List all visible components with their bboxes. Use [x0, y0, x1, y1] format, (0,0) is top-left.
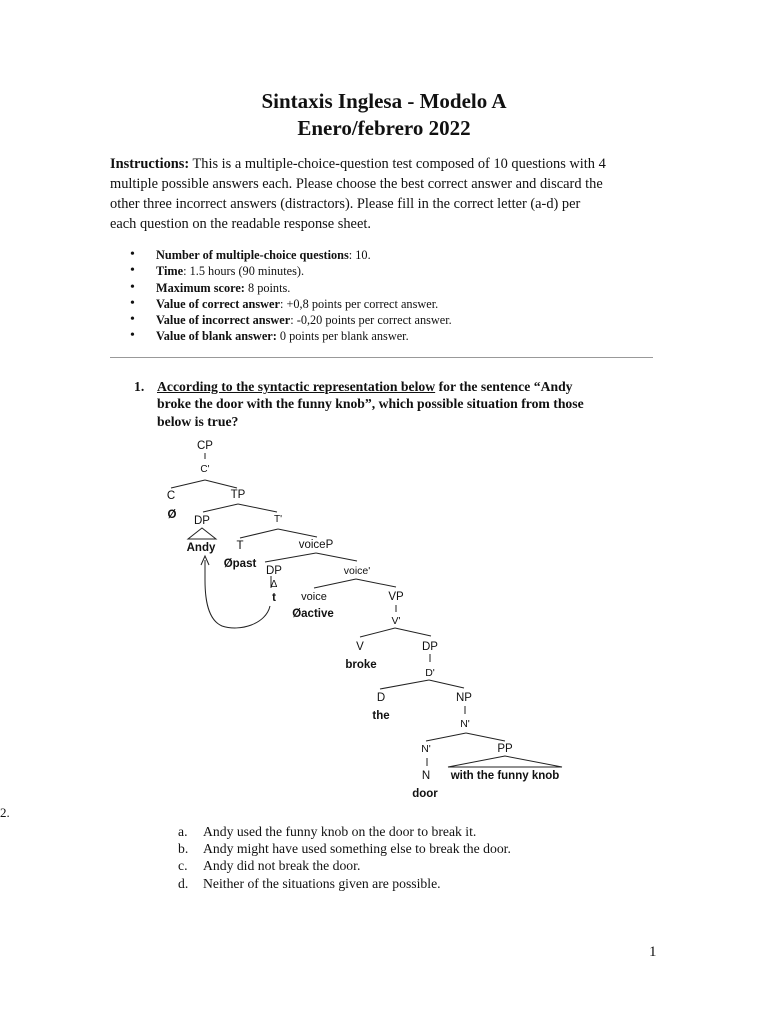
- node-v-bar: V': [391, 615, 401, 627]
- word-andy: Andy: [186, 542, 216, 554]
- instructions-text-1: This is a multiple-choice-question test composed of 10 questions with 4: [192, 156, 606, 172]
- node-t: T: [236, 540, 244, 552]
- node-voice: voice: [301, 591, 327, 603]
- page-number: 1: [649, 944, 657, 960]
- option-b: b. Andy might have used something else to break the door.: [178, 841, 511, 857]
- node-c-bar: C': [200, 464, 210, 475]
- node-active: Øactive: [292, 608, 334, 620]
- node-n-bar: N': [460, 718, 470, 730]
- list-item: • Value of correct answer: +0,8 points per correct answer.: [130, 296, 452, 312]
- question-1: 1. According to the syntactic representation below for the sentence “Andy broke the door with the funny knob”, which possible situation from those below is true?: [134, 379, 584, 429]
- node-np: NP: [456, 692, 472, 704]
- word-trace: t: [272, 592, 276, 604]
- node-n: N: [421, 770, 431, 782]
- list-item: • Value of blank answer: 0 points per blank answer.: [130, 328, 452, 344]
- node-t-bar: T': [273, 514, 283, 525]
- node-tp: TP: [230, 489, 246, 501]
- option-d: d. Neither of the situations given are possible.: [178, 875, 441, 891]
- node-dp-subject: DP: [194, 515, 210, 527]
- node-dp-object: DP: [422, 641, 438, 653]
- list-item: • Maximum score: 8 points.: [130, 280, 452, 296]
- option-c: c. Andy did not break the door.: [178, 858, 361, 874]
- answer-options: [178, 823, 511, 892]
- node-d: D: [376, 692, 386, 704]
- word-broke: broke: [345, 659, 377, 671]
- margin-mark: 2.: [0, 805, 10, 820]
- option-a: a. Andy used the funny knob on the door to break it.: [178, 824, 477, 839]
- instructions-text-3: other three incorrect answers (distractors). Please fill in the correct letter (a-d) per: [110, 196, 581, 212]
- node-pp: PP: [497, 743, 513, 755]
- node-n-bar-lower: N': [421, 743, 431, 755]
- node-v: V: [356, 641, 364, 653]
- question-underlined: According to the syntactic representation below: [157, 379, 436, 394]
- node-voicep: voiceP: [298, 539, 334, 551]
- node-voice-bar: voice': [343, 565, 371, 577]
- list-item: • Time: 1.5 hours (90 minutes).: [130, 263, 452, 279]
- delta-symbol: Δ: [270, 579, 278, 590]
- list-item: • Number of multiple-choice questions: 10.: [130, 247, 452, 263]
- node-past: Øpast: [223, 558, 257, 570]
- instructions-text-2: multiple possible answers each. Please choose the best correct answer and discard the: [110, 176, 603, 192]
- node-dp-spec: DP: [266, 565, 282, 577]
- question-number: 1.: [134, 379, 145, 394]
- phrase-with-the-funny-knob: with the funny knob: [450, 770, 560, 782]
- instructions-text-4: each question on the readable response sheet.: [110, 216, 371, 232]
- instructions-label: Instructions:: [110, 156, 190, 172]
- exam-title: Sintaxis Inglesa - Modelo A: [261, 89, 507, 113]
- list-item: • Value of incorrect answer: -0,20 points per correct answer.: [130, 312, 452, 328]
- node-cp: CP: [197, 440, 213, 452]
- word-door: door: [412, 788, 438, 800]
- node-c-null: Ø: [167, 509, 177, 521]
- word-the: the: [372, 710, 390, 722]
- exam-date: Enero/febrero 2022: [297, 116, 471, 140]
- node-vp: VP: [388, 591, 404, 603]
- node-d-bar: D': [425, 667, 435, 679]
- node-c: C: [166, 490, 176, 502]
